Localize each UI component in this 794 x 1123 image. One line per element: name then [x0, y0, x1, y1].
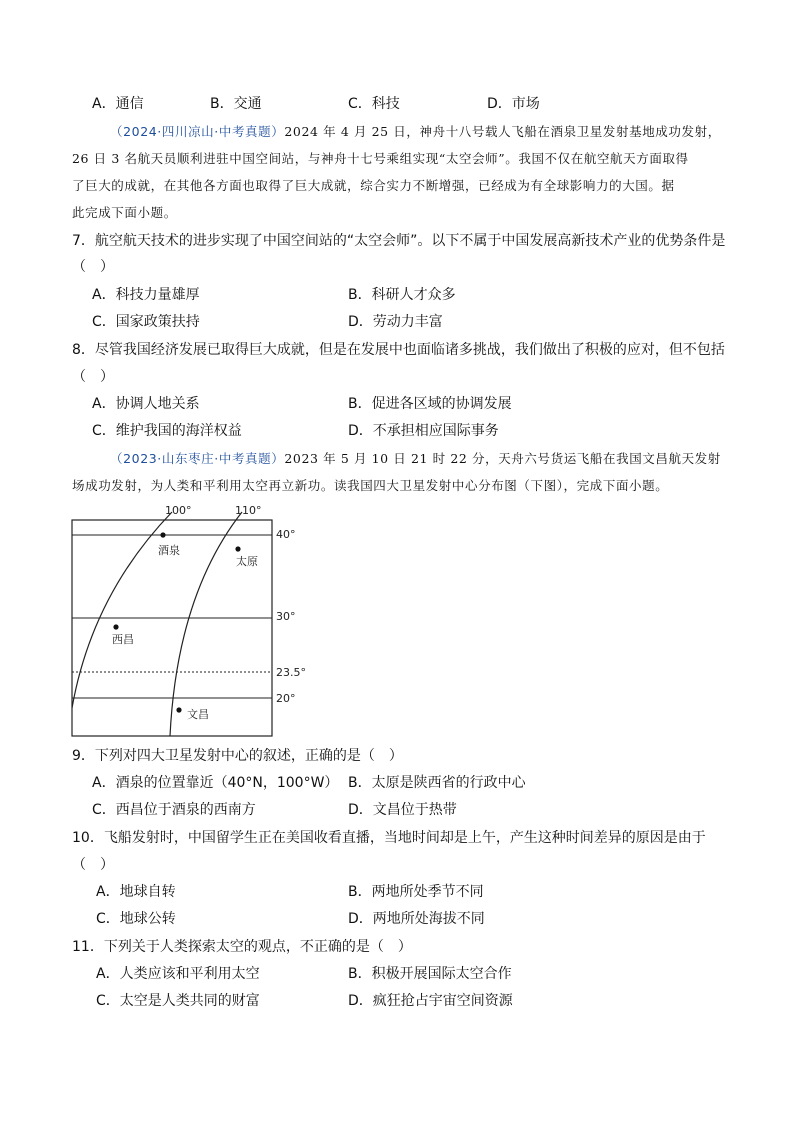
q8-paren: （ ）: [72, 369, 114, 385]
q11-option-d[interactable]: D．疯狂抢占宇宙空间资源: [348, 993, 513, 1009]
site-dot-xichang: [113, 624, 118, 629]
lon-100-curve: [72, 512, 172, 708]
passage1-source: （2024·四川凉山·中考真题）: [110, 124, 285, 139]
q8-stem: 8．尽管我国经济发展已取得巨大成就，但是在发展中也面临诸多挑战，我们做出了积极的应对，但不包括: [72, 342, 725, 358]
q9-option-b[interactable]: B．太原是陕西省的行政中心: [348, 775, 526, 791]
launch-center-map: [62, 500, 312, 740]
passage1-line3: 了巨大的成就，在其他各方面也取得了巨大成就，综合实力不断增强，已经成为有全球影响力的大国。据: [72, 178, 675, 193]
q7-option-a[interactable]: A．科技力量雄厚: [92, 287, 200, 303]
q8-option-b[interactable]: B．促进各区域的协调发展: [348, 396, 512, 412]
q11-stem: 11．下列关于人类探索太空的观点，不正确的是（ ）: [72, 939, 412, 955]
q8-option-d[interactable]: D．不承担相应国际事务: [348, 423, 499, 439]
site-dot-taiyuan: [235, 546, 240, 551]
q9-stem: 9．下列对四大卫星发射中心的叙述，正确的是（ ）: [72, 748, 403, 764]
passage2-text1: 2023 年 5 月 10 日 21 时 22 分，天舟六号货运飞船在我国文昌航天发射: [284, 451, 721, 466]
q7-option-d[interactable]: D．劳动力丰富: [348, 314, 443, 330]
q9-option-d[interactable]: D．文昌位于热带: [348, 802, 457, 818]
passage1-line4: 此完成下面小题。: [72, 205, 177, 220]
q10-stem: 10．飞船发射时，中国留学生正在美国收看直播，当地时间却是上午，产生这种时间差异的原因是由于: [72, 830, 706, 846]
lon-110-curve: [170, 512, 242, 736]
lat-label-20: 20°: [276, 692, 296, 705]
lat-label-30: 30°: [276, 610, 296, 623]
passage2-line2: 场成功发射，为人类和平利用太空再立新功。读我国四大卫星发射中心分布图（下图），完成下面小题。: [72, 478, 669, 493]
lat-label-40: 40°: [276, 528, 296, 541]
q6-option-c[interactable]: C．科技: [348, 96, 400, 112]
q6-option-d[interactable]: D．市场: [487, 96, 540, 112]
lon-label-100: 100°: [165, 504, 192, 517]
q7-paren: （ ）: [72, 259, 114, 275]
passage2-source: （2023·山东枣庄·中考真题）: [110, 451, 285, 466]
q11-option-b[interactable]: B．积极开展国际太空合作: [348, 966, 512, 982]
q7-option-b[interactable]: B．科研人才众多: [348, 287, 456, 303]
q11-option-a[interactable]: A．人类应该和平利用太空: [96, 966, 260, 982]
lat-label-23-5: 23.5°: [276, 666, 306, 679]
q10-paren: （ ）: [72, 857, 114, 873]
passage2-line1: [110, 449, 721, 469]
q7-option-c[interactable]: C．国家政策扶持: [92, 314, 200, 330]
site-label-wenchang: 文昌: [187, 708, 209, 721]
passage1-line2: 26 日 3 名航天员顺利进驻中国空间站，与神舟十七号乘组实现“太空会师”。我国不仅在航空航天方面取得: [72, 151, 689, 166]
site-label-jiuquan: 酒泉: [158, 544, 180, 557]
q6-option-b[interactable]: B．交通: [210, 96, 262, 112]
q10-option-a[interactable]: A．地球自转: [96, 884, 176, 900]
q11-option-c[interactable]: C．太空是人类共同的财富: [96, 993, 260, 1009]
q10-option-d[interactable]: D．两地所处海拔不同: [348, 911, 485, 927]
passage1-text1: 2024 年 4 月 25 日，神舟十八号载人飞船在酒泉卫星发射基地成功发射，: [284, 124, 721, 139]
q6-option-a[interactable]: A．通信: [92, 96, 144, 112]
site-dot-jiuquan: [160, 532, 165, 537]
q8-option-c[interactable]: C．维护我国的海洋权益: [92, 423, 242, 439]
lon-label-110: 110°: [235, 504, 262, 517]
q8-option-a[interactable]: A．协调人地关系: [92, 396, 200, 412]
site-dot-wenchang: [176, 707, 181, 712]
q10-option-b[interactable]: B．两地所处季节不同: [348, 884, 484, 900]
q9-option-a[interactable]: A．酒泉的位置靠近（40°N，100°W）: [92, 775, 339, 791]
q10-option-c[interactable]: C．地球公转: [96, 911, 176, 927]
q9-option-c[interactable]: C．西昌位于酒泉的西南方: [92, 802, 256, 818]
site-label-xichang: 西昌: [112, 633, 134, 646]
q7-stem: 7．航空航天技术的进步实现了中国空间站的“太空会师”。以下不属于中国发展高新技术产业的优势条件是: [72, 233, 726, 249]
site-label-taiyuan: 太原: [236, 555, 258, 568]
passage1-line1: [110, 122, 721, 142]
